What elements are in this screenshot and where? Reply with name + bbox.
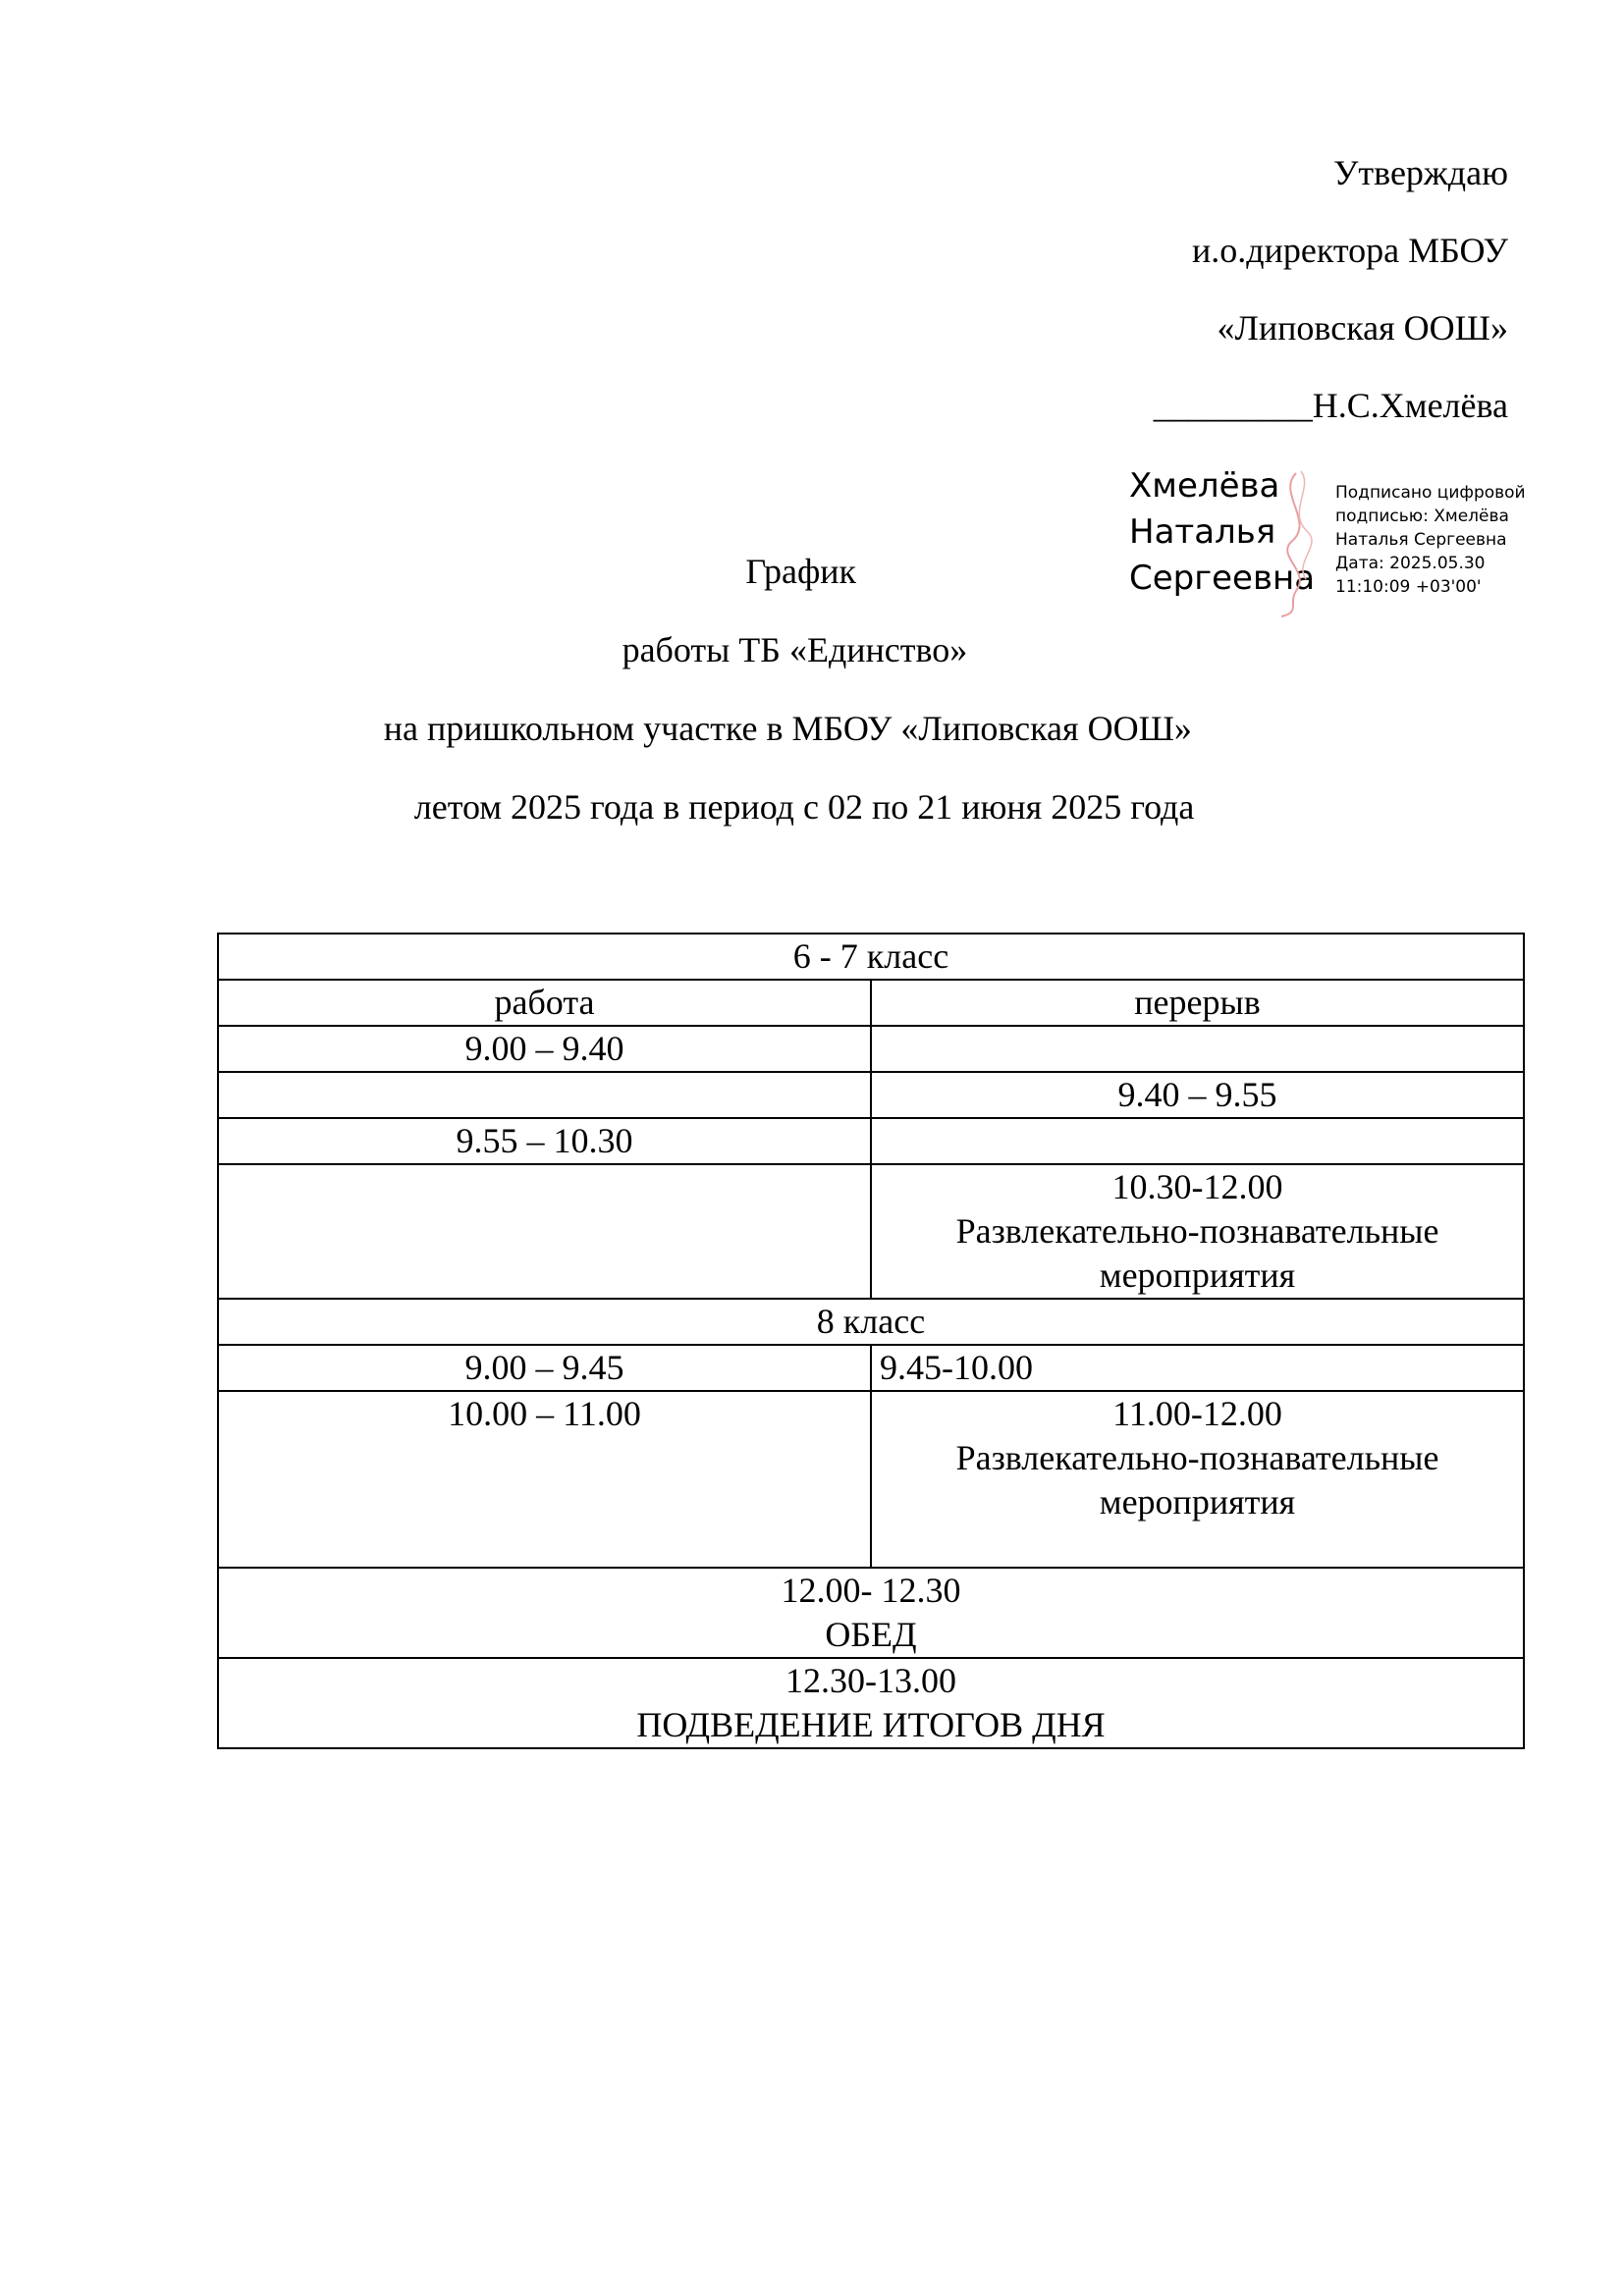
signer-first-name: Наталья (1129, 512, 1276, 552)
signature-info-line: подписью: Хмелёва (1335, 507, 1509, 526)
break-cell (871, 1118, 1524, 1164)
activity-description: Развлекательно-познавательные (955, 1211, 1439, 1251)
table-row (218, 1658, 1524, 1748)
signature-info-line: Наталья Сергеевна (1335, 530, 1507, 550)
approval-organization: «Липовская ООШ» (1217, 308, 1508, 347)
signer-patronymic: Сергеевна (1129, 559, 1316, 598)
activity-description: Развлекательно-познавательные (955, 1438, 1439, 1477)
lunch-time: 12.00- 12.30 (781, 1571, 961, 1610)
group-title-8: 8 класс (218, 1299, 1524, 1345)
signature-details (1335, 481, 1526, 599)
table-row (218, 980, 1524, 1026)
table-row (218, 934, 1524, 980)
heading-period: летом 2025 года в период с 02 по 21 июня 2025 года (413, 787, 1195, 827)
table-row (218, 1391, 1524, 1568)
work-cell: 10.00 – 11.00 (218, 1391, 871, 1568)
summary-cell (218, 1658, 1524, 1748)
work-cell: 9.00 – 9.45 (218, 1345, 871, 1391)
column-header-work: работа (218, 980, 871, 1026)
work-cell (218, 1072, 871, 1118)
table-row (218, 1299, 1524, 1345)
group-title-6-7: 6 - 7 класс (218, 934, 1524, 980)
activity-time: 10.30-12.00 (1111, 1167, 1283, 1206)
activity-description: мероприятия (1099, 1482, 1296, 1522)
signature-time: 11:10:09 +03'00' (1335, 577, 1482, 597)
work-cell (218, 1164, 871, 1299)
summary-label: ПОДВЕДЕНИЕ ИТОГОВ ДНЯ (636, 1705, 1106, 1744)
table-row (218, 1568, 1524, 1658)
approval-title: Утверждаю (1332, 153, 1508, 192)
approval-position: и.о.директора МБОУ (1192, 231, 1508, 270)
heading-location: на пришкольном участке в МБОУ «Липовская ООШ» (383, 709, 1192, 748)
column-header-break: перерыв (871, 980, 1524, 1026)
heading-subtitle: работы ТБ «Единство» (622, 630, 968, 669)
heading-title: График (745, 552, 857, 591)
schedule-table (217, 933, 1525, 1749)
activity-cell (871, 1391, 1524, 1568)
table-row (218, 1026, 1524, 1072)
break-cell (871, 1026, 1524, 1072)
signer-surname: Хмелёва (1129, 466, 1280, 506)
approval-signature-line: _________Н.С.Хмелёва (1153, 386, 1508, 425)
summary-time: 12.30-13.00 (785, 1661, 956, 1700)
signature-date: Дата: 2025.05.30 (1335, 554, 1486, 573)
lunch-cell (218, 1568, 1524, 1658)
signature-info-line: Подписано цифровой (1335, 483, 1526, 503)
activity-cell (871, 1164, 1524, 1299)
table-row (218, 1164, 1524, 1299)
work-cell: 9.55 – 10.30 (218, 1118, 871, 1164)
break-cell: 9.40 – 9.55 (871, 1072, 1524, 1118)
digital-signature-stamp (1129, 463, 1542, 620)
lunch-label: ОБЕД (825, 1615, 917, 1654)
work-cell: 9.00 – 9.40 (218, 1026, 871, 1072)
approval-block (1154, 153, 1508, 463)
table-row (218, 1118, 1524, 1164)
signature-mark-icon (1257, 463, 1345, 620)
activity-time: 11.00-12.00 (1112, 1394, 1282, 1433)
activity-description: мероприятия (1099, 1255, 1296, 1295)
table-row (218, 1345, 1524, 1391)
break-cell: 9.45-10.00 (871, 1345, 1524, 1391)
table-row (218, 1072, 1524, 1118)
